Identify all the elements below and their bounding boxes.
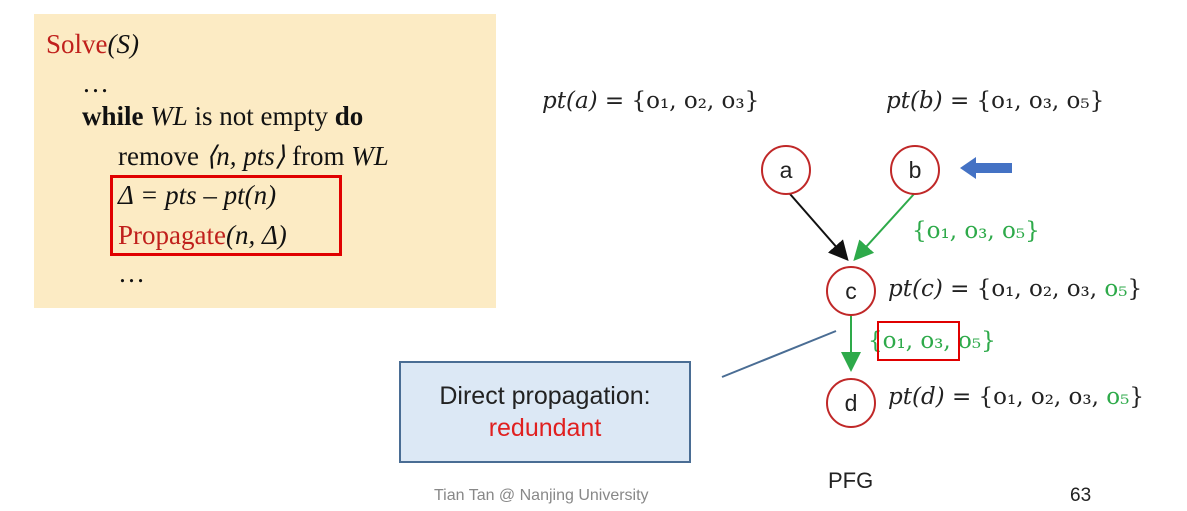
footer-credit: Tian Tan @ Nanjing University (434, 487, 649, 504)
pt-a-set: pt(a) = {o₁, o₂, o₃} (542, 88, 760, 114)
pt-c-set: pt(c) = {o₁, o₂, o₃, o₅} (888, 276, 1143, 302)
node-d: d (826, 378, 876, 428)
pt-b-set: pt(b) = {o₁, o₃, o₅} (886, 88, 1105, 114)
pt-d-set: pt(d) = {o₁, o₂, o₃, o₅} (888, 384, 1144, 410)
direct-propagation-callout: Direct propagation: redundant (399, 361, 691, 463)
while-line: while WL is not empty do (82, 101, 364, 131)
focus-arrow-icon (960, 157, 1012, 179)
node-a: a (761, 145, 811, 195)
edge-label-b-c: {o₁, o₃, o₅} (912, 218, 1040, 244)
ellipsis-bottom: … (118, 258, 145, 288)
delta-line: Δ = pts – pt(n) (118, 180, 277, 210)
node-b: b (890, 145, 940, 195)
remove-line: remove ⟨n, pts⟩ from WL (118, 141, 389, 171)
page-number: 63 (1070, 485, 1092, 506)
callout-pointer (722, 331, 836, 377)
edge-b-c (856, 194, 914, 258)
ellipsis-top: … (82, 68, 109, 98)
propagate-line: Propagate(n, Δ) (118, 220, 287, 250)
edge-label-c-d: {o₁, o₃, o₅} (868, 328, 996, 354)
solve-line: Solve(S) (46, 29, 139, 59)
node-c: c (826, 266, 876, 316)
graph-label: PFG (828, 468, 874, 493)
edge-a-c (790, 194, 846, 258)
